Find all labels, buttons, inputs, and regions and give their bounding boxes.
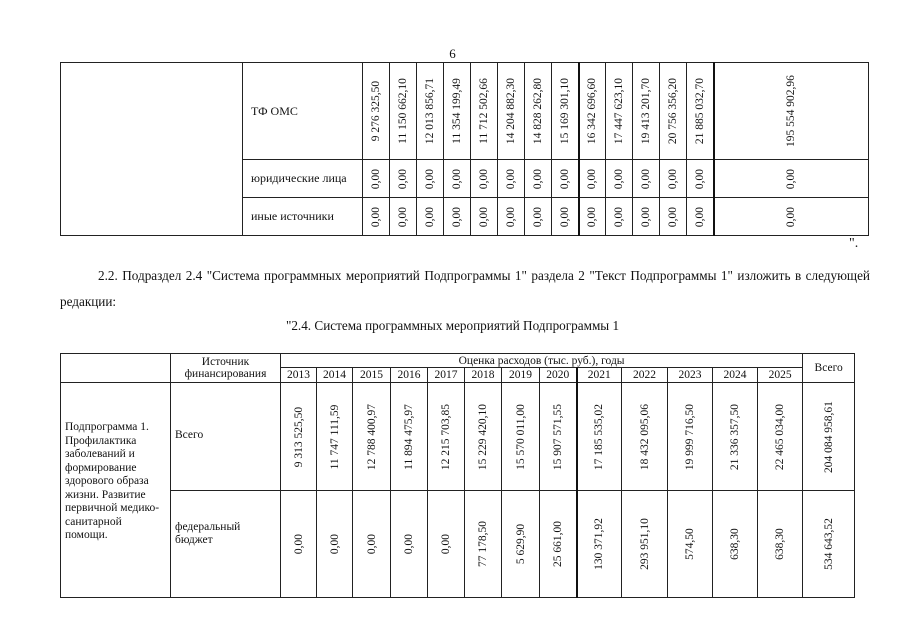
value-cell: 11 894 475,97: [403, 403, 415, 470]
closing-quote: ".: [849, 236, 859, 251]
program-activities-table: [60, 353, 855, 598]
value-cell: 12 215 703,85: [440, 403, 452, 470]
value-cell: 0,00: [640, 168, 652, 189]
value-cell: 0,00: [370, 206, 382, 227]
value-cell: 12 013 856,71: [424, 77, 436, 145]
value-cell: 20 756 356,20: [667, 77, 679, 145]
value-cell: 0,00: [693, 168, 706, 189]
source-label: Всего: [171, 383, 281, 491]
value-cell: 19 999 716,50: [684, 403, 696, 470]
total-cell: 0,00: [785, 206, 798, 227]
table-row: [61, 491, 855, 598]
amendment-paragraph: 2.2. Подраздел 2.4 "Система программных мероприятий Подпрограммы 1" раздела 2 "Текст Подпрограммы 1" изложить в следующей редакции:: [60, 268, 870, 309]
value-cell: 0,00: [451, 206, 463, 227]
value-cell: 0,00: [667, 168, 679, 189]
value-cell: 11 747 111,59: [328, 404, 341, 469]
value-cell: 0,00: [532, 206, 544, 227]
value-cell: 0,00: [505, 206, 517, 227]
value-cell: 21 885 032,70: [693, 77, 706, 145]
value-cell: 77 178,50: [477, 521, 489, 567]
estimate-header: Оценка расходов (тыс. руб.), годы: [281, 354, 803, 368]
value-cell: 0,00: [424, 206, 436, 227]
empty-header-cell: [61, 354, 171, 383]
value-cell: 14 828 262,80: [532, 77, 544, 145]
value-cell: 5 629,90: [514, 523, 527, 565]
source-label: федеральный бюджет: [171, 491, 281, 598]
source-header: Источник финансирования: [171, 354, 281, 383]
value-cell: 12 788 400,97: [365, 403, 378, 470]
value-cell: 0,00: [558, 206, 571, 227]
value-cell: 0,00: [397, 206, 409, 227]
total-cell: 0,00: [785, 168, 798, 189]
year-header: 2020: [540, 368, 577, 383]
year-header: 2014: [317, 368, 353, 383]
year-header: 2013: [281, 368, 317, 383]
value-cell: 0,00: [397, 168, 409, 189]
value-cell: 638,30: [729, 528, 741, 560]
year-header: 2019: [502, 368, 540, 383]
total-cell: 204 084 958,61: [822, 400, 835, 473]
total-header: Всего: [803, 354, 855, 383]
value-cell: 0,00: [558, 168, 571, 189]
value-cell: 25 661,00: [551, 521, 564, 567]
year-header: 2015: [353, 368, 391, 383]
value-cell: 9 276 325,50: [370, 80, 382, 142]
year-header: 2016: [391, 368, 428, 383]
value-cell: 11 150 662,10: [397, 78, 409, 144]
value-cell: 9 313 525,50: [292, 406, 305, 467]
value-cell: 21 336 357,50: [729, 403, 741, 470]
total-cell: 195 554 902,96: [785, 75, 798, 147]
year-header: 2024: [713, 368, 758, 383]
value-cell: 0,00: [693, 206, 706, 227]
value-cell: 17 447 623,10: [613, 77, 625, 145]
program-name: Подпрограмма 1. Профилактика заболеваний и формирование здорового образа жизни. Развитие первичной медико-санитарной помощи.: [61, 383, 171, 598]
value-cell: 130 371,92: [593, 518, 606, 570]
value-cell: 0,00: [586, 168, 599, 189]
value-cell: 22 465 034,00: [774, 403, 787, 470]
source-label: ТФ ОМС: [243, 63, 363, 160]
value-cell: 0,00: [640, 206, 652, 227]
value-cell: 0,00: [613, 206, 625, 227]
value-cell: 0,00: [478, 206, 490, 227]
value-cell: 11 354 199,49: [451, 78, 463, 144]
value-cell: 0,00: [532, 168, 544, 189]
value-cell: 293 951,10: [638, 518, 651, 570]
value-cell: 0,00: [365, 533, 378, 555]
source-label: иные источники: [243, 198, 363, 236]
value-cell: 0,00: [328, 533, 341, 555]
value-cell: 0,00: [424, 168, 436, 189]
value-cell: 0,00: [478, 168, 490, 189]
year-header: 2017: [428, 368, 465, 383]
year-header: 2021: [577, 368, 622, 383]
table-row: [61, 63, 869, 160]
source-label: юридические лица: [243, 160, 363, 198]
value-cell: 0,00: [613, 168, 625, 189]
value-cell: 16 342 696,60: [586, 77, 599, 145]
value-cell: 0,00: [505, 168, 517, 189]
total-cell: 534 643,52: [822, 518, 835, 570]
table-row: [61, 383, 855, 491]
value-cell: 15 570 011,00: [514, 403, 527, 470]
value-cell: 0,00: [292, 533, 305, 555]
value-cell: 17 185 535,02: [593, 403, 606, 470]
value-cell: 0,00: [586, 206, 599, 227]
year-header: 2023: [668, 368, 713, 383]
value-cell: 0,00: [451, 168, 463, 189]
header-row: [61, 354, 855, 368]
year-header: 2025: [758, 368, 803, 383]
value-cell: 11 712 502,66: [478, 78, 490, 144]
value-cell: 15 907 571,55: [551, 403, 564, 470]
year-header: 2018: [465, 368, 502, 383]
value-cell: 15 169 301,10: [558, 77, 571, 145]
value-cell: 0,00: [403, 533, 415, 555]
value-cell: 19 413 201,70: [640, 77, 652, 145]
empty-cell: [61, 63, 243, 236]
value-cell: 14 204 882,30: [505, 77, 517, 145]
value-cell: 638,30: [774, 528, 787, 560]
value-cell: 15 229 420,10: [477, 403, 489, 470]
value-cell: 18 432 095,06: [638, 403, 651, 470]
value-cell: 0,00: [440, 533, 452, 555]
page-number: 6: [449, 46, 456, 61]
value-cell: 0,00: [667, 206, 679, 227]
section-heading: "2.4. Система программных мероприятий Подпрограммы 1: [285, 318, 620, 333]
funding-table-continuation: [60, 62, 869, 236]
year-header: 2022: [622, 368, 668, 383]
value-cell: 0,00: [370, 168, 382, 189]
value-cell: 574,50: [684, 528, 696, 560]
